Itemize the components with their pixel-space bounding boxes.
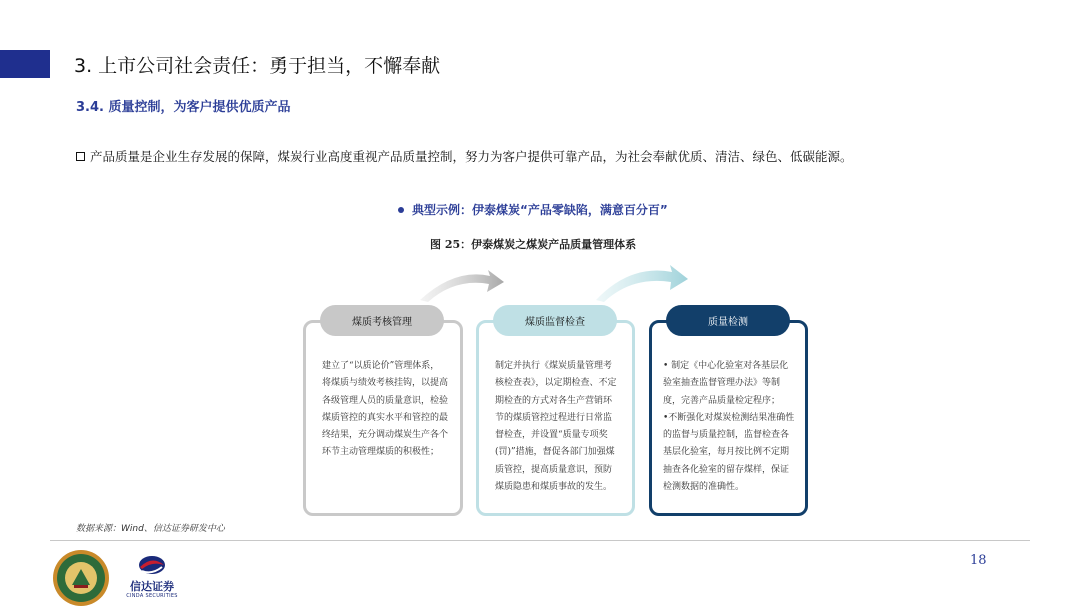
box-3-text: • 制定《中心化验室对各基层化验室抽查监督管理办法》等制度，完善产品质量检定程序； •不断强化对煤炭检测结果准确性的监督与质量控制，监督检查各基层化验室，每月按比例不定期抽查各化验室的留存煤样，保证检测数据的准确性。: [663, 361, 795, 493]
association-seal-icon: [52, 549, 110, 607]
footer-divider: [50, 540, 1030, 541]
slide-title: 3. 上市公司社会责任：勇于担当，不懈奉献: [74, 55, 441, 77]
flow-arrow-2-icon: [596, 265, 688, 302]
box-quality-assessment: [303, 320, 463, 516]
bullet-paragraph: [76, 147, 853, 165]
example-text: 典型示例：伊泰煤炭“产品零缺陷，满意百分百”: [412, 203, 668, 217]
box-quality-testing: [649, 320, 808, 516]
title-accent-bar: [0, 50, 50, 78]
logo-text: 信达证券: [130, 580, 174, 593]
example-heading: [398, 201, 668, 218]
logo-subtext: CINDA SECURITIES: [126, 593, 178, 599]
data-source-note: 数据来源：Wind、信达证券研发中心: [76, 524, 225, 534]
box-2-title: 煤质监督检查: [493, 305, 617, 336]
box-1-title: 煤质考核管理: [320, 305, 444, 336]
bullet-text: 产品质量是企业生存发展的保障，煤炭行业高度重视产品质量控制，努力为客户提供可靠产品，为社会奉献优质、清洁、绿色、低碳能源。: [90, 149, 853, 164]
bullet-dot-icon: [398, 207, 404, 213]
figure-caption: 图 25：伊泰煤炭之煤炭产品质量管理体系: [430, 238, 637, 251]
page-number: 18: [970, 553, 987, 568]
box-1-text: 建立了“以质论价”管理体系，将煤质与绩效考核挂钩，以提高各级管理人员的质量意识，检验煤质管控的真实水平和管控的最终结果，充分调动煤炭生产各个环节主动管理煤质的积极性；: [322, 361, 449, 458]
flow-arrow-1-icon: [420, 270, 504, 302]
box-quality-inspection: [476, 320, 635, 516]
box-3-title: 质量检测: [666, 305, 790, 336]
box-2-text: 制定并执行《煤炭质量管理考核检查表》，以定期检查、不定期检查的方式对各生产营销环节的煤质管控过程进行日常监督检查，并设置“质量专项奖(罚)”措施，督促各部门加强煤质管控，提高质量意识，预防煤质隐患和煤质事故的发生。: [495, 361, 617, 493]
section-subtitle: 3.4. 质量控制，为客户提供优质产品: [76, 100, 291, 115]
checkbox-square-icon: [76, 152, 85, 161]
